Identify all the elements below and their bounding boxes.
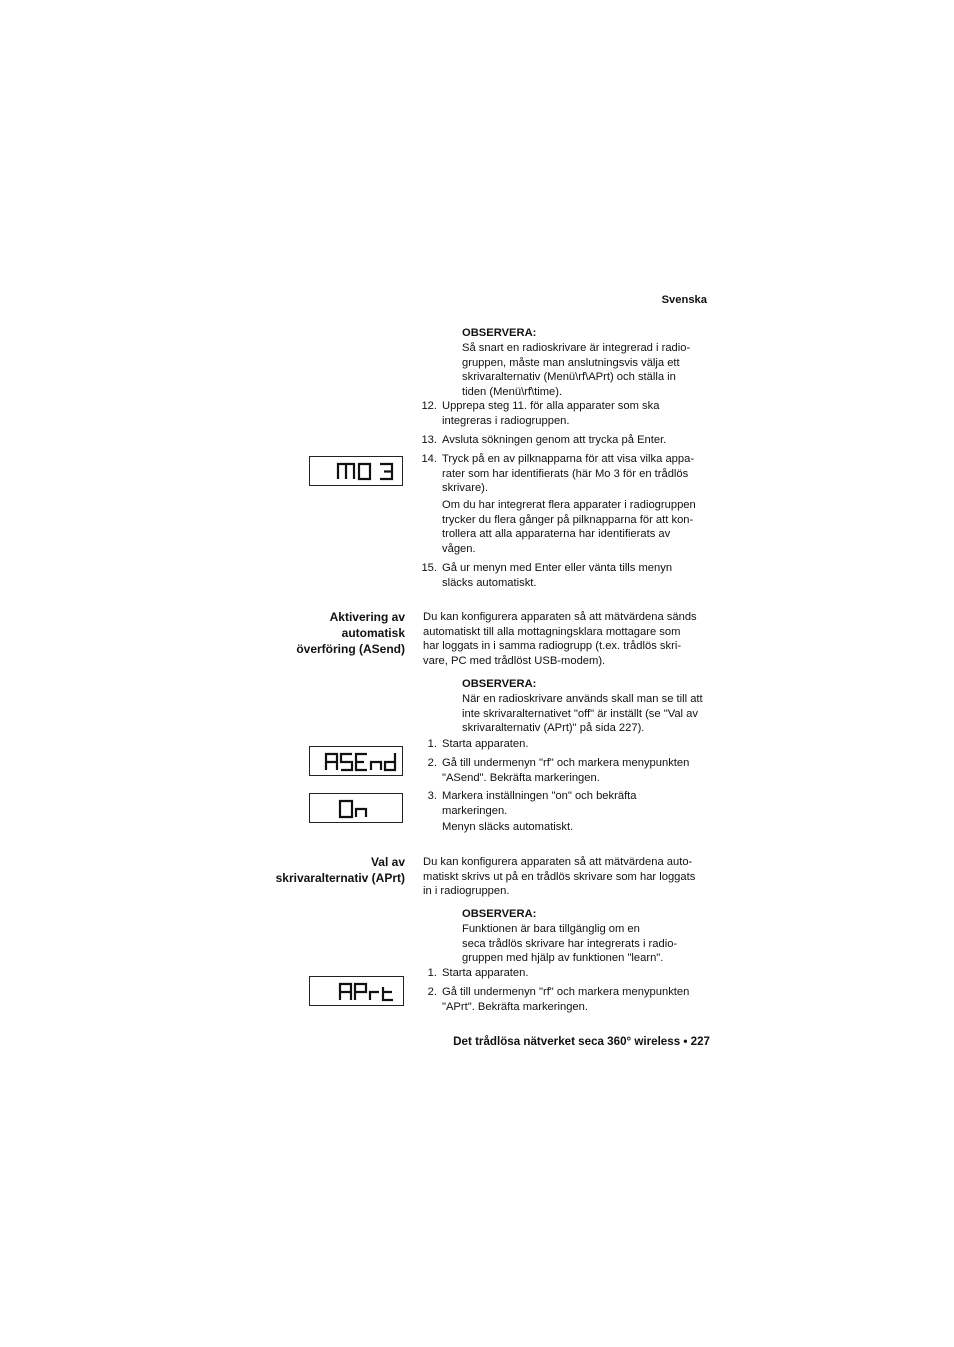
lcd-display-icon	[309, 793, 403, 823]
note-text: Funktionen är bara tillgänglig om en seca trådlös skrivare har integrerats i radio- gruppen med hjälp av funktionen "learn".	[462, 923, 678, 965]
note-label: OBSERVERA:	[462, 327, 537, 339]
section-heading: Aktivering av automatisk överföring (ASend)	[296, 610, 405, 656]
lcd-display-icon	[309, 976, 404, 1006]
section-heading: Val av skrivaralternativ (APrt)	[275, 855, 405, 885]
page-footer: Det trådlösa nätverket seca 360° wireless • 227	[453, 1035, 710, 1048]
section-intro: Du kan konfigurera apparaten så att mätvärdena auto- matiskt skrivs ut på en trådlös skrivare som har loggats in i radiogruppen.	[423, 856, 696, 898]
note-text: Så snart en radioskrivare är integrerad i radio- gruppen, måste man anslutningsvis välja ett skrivaralternativ (Menü\rf\APrt) och ställa in tiden (Menü\rf\time).	[462, 342, 691, 398]
section-intro: Du kan konfigurera apparaten så att mätvärdena sänds automatiskt till alla mottagningsklara mottagare som har loggats in i samma radiogrupp (t.ex. trådlös skri- vare, PC med trådlöst USB-modem).	[423, 611, 697, 667]
note-label: OBSERVERA:	[462, 908, 537, 920]
note-text: När en radioskrivare används skall man se till att inte skrivaralternativet "off" är inställt (se "Val av skrivaralternativ (APrt)" på sida 227).	[462, 693, 703, 735]
language-label: Svenska	[661, 294, 707, 306]
lcd-display-icon	[309, 746, 403, 776]
lcd-display-icon	[309, 456, 403, 486]
note-label: OBSERVERA:	[462, 678, 537, 690]
